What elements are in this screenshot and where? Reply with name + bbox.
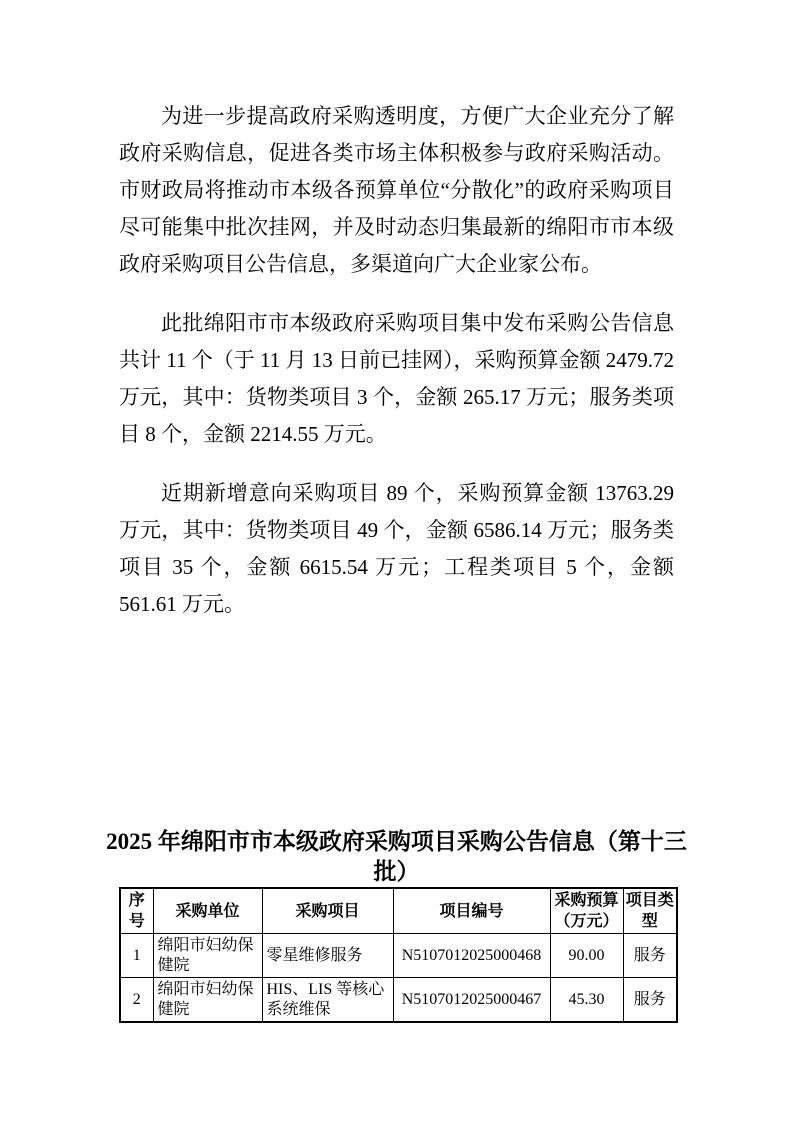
- cell-code: N5107012025000468: [393, 934, 550, 978]
- col-header-seq: 序号: [120, 888, 153, 934]
- col-header-budget: 采购预算（万元）: [550, 888, 623, 934]
- cell-budget: 45.30: [550, 978, 623, 1023]
- cell-type: 服务: [623, 978, 677, 1023]
- table-header-row: [120, 888, 677, 934]
- cell-type: 服务: [623, 934, 677, 978]
- table-row: [120, 978, 677, 1023]
- cell-seq: 1: [120, 934, 153, 978]
- col-header-code: 项目编号: [393, 888, 550, 934]
- cell-project: 零星维修服务: [262, 934, 393, 978]
- col-header-project: 采购项目: [262, 888, 393, 934]
- cell-budget: 90.00: [550, 934, 623, 978]
- body-text-block: [119, 98, 674, 645]
- cell-unit: 绵阳市妇幼保健院: [153, 934, 262, 978]
- cell-code: N5107012025000467: [393, 978, 550, 1023]
- table-row: [120, 934, 677, 978]
- table-title: 2025 年绵阳市市本级政府采购项目采购公告信息（第十三批）: [106, 829, 687, 884]
- body-paragraph: 近期新增意向采购项目 89 个，采购预算金额 13763.29 万元，其中：货物类项目 49 个，金额 6586.14 万元；服务类项目 35 个，金额 6615.54 万元；工程类项目 5 个，金额 561.61 万元。: [119, 481, 674, 616]
- cell-project: HIS、LIS 等核心系统维保: [262, 978, 393, 1023]
- procurement-table: [119, 887, 678, 1023]
- body-paragraph: 此批绵阳市市本级政府采购项目集中发布采购公告信息共计 11 个（于 11 月 13 日前已挂网），采购预算金额 2479.72 万元，其中：货物类项目 3 个，金额 265.17 万元；服务类项目 8 个，金额 2214.55 万元。: [119, 311, 674, 446]
- cell-unit: 绵阳市妇幼保健院: [153, 978, 262, 1023]
- col-header-type: 项目类型: [623, 888, 677, 934]
- cell-seq: 2: [120, 978, 153, 1023]
- body-paragraph: 为进一步提高政府采购透明度，方便广大企业充分了解政府采购信息，促进各类市场主体积极参与政府采购活动。市财政局将推动市本级各预算单位“分散化”的政府采购项目尽可能集中批次挂网，并及时动态归集最新的绵阳市市本级政府采购项目公告信息，多渠道向广大企业家公布。: [119, 104, 674, 276]
- col-header-unit: 采购单位: [153, 888, 262, 934]
